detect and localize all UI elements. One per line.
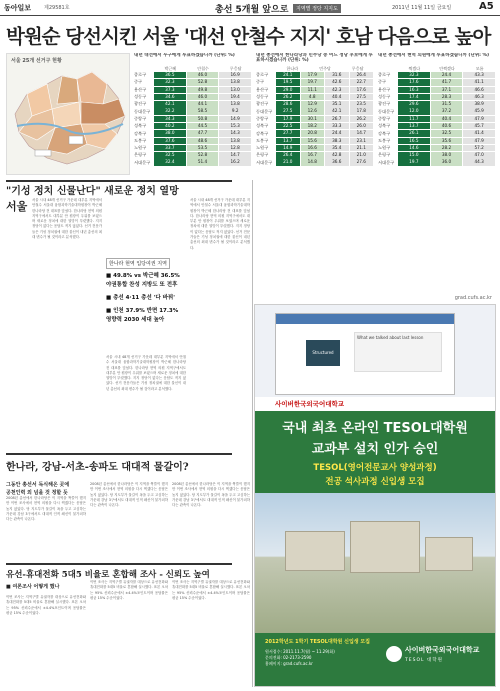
table-row xyxy=(378,138,496,145)
table-cell: 11.7 xyxy=(398,116,430,123)
story1-body-col3: 서울 시내 48개 선거구 가운데 대부분 지역에서 안철수 서울대 융합과학기술대학원장이 박근혜 한나라당 전 대표를 앞섰다. 한나라당 현역 의원 지역구에서도 대부분 안 원장이 우위를 보였으며 새로운 정치에 대한 열망이 뚜렷했다. 지지 정당이 없다는 응답도 적지 않았다. 선거 전문가들은 기성 정치권에 대한 불신이 내년 총선의 최대 변수가 될 것이라고 분석했다. xyxy=(190,198,250,250)
sidebox-line: ■ 49.8% vs 박근혜 36.5% xyxy=(106,273,180,279)
table-cell: 38.0 xyxy=(154,130,186,137)
table-row xyxy=(134,145,252,152)
row-label: 은평구 xyxy=(378,152,391,158)
table-cell: 24.4 xyxy=(431,72,463,79)
table-cell: 14.6 xyxy=(398,145,430,152)
issue-date: 2011년 11월 11일 금요일 xyxy=(392,5,452,11)
table-cell: 52.8 xyxy=(187,79,219,86)
table-row xyxy=(378,79,496,86)
sidebox-line: ■ 인천 37.9% 반면 17.3% xyxy=(106,308,179,314)
table-cell: 21.0 xyxy=(276,159,300,166)
table-cell: 22.5 xyxy=(276,123,300,130)
table-cell: 42.6 xyxy=(325,79,349,86)
row-label: 광진구 xyxy=(378,101,391,107)
section-badge: 지역별 정당 지지도 xyxy=(293,4,341,13)
table-row xyxy=(378,160,496,167)
row-label: 강북구 xyxy=(256,130,269,136)
table-cell: 27.5 xyxy=(350,94,374,101)
poll-tables xyxy=(134,53,496,175)
table-cell: 13.7 xyxy=(398,123,430,130)
table-cell: 42.1 xyxy=(154,101,186,108)
table-title: 내년 총선에서 현역 의원에게 투표하겠습니까 (단위: %) xyxy=(378,53,490,58)
table-cell: 36.6 xyxy=(325,159,349,166)
table-row xyxy=(134,116,252,123)
table-presidential xyxy=(134,53,252,175)
table-cell: 43.3 xyxy=(463,72,495,79)
table-cell: 49.8 xyxy=(187,87,219,94)
row-label: 노원구 xyxy=(256,145,269,151)
story2-subhead: 공천인력 외 넘을 것 정할 듯 xyxy=(6,490,68,496)
table-row xyxy=(256,123,374,130)
paper-name: 동아일보 xyxy=(4,4,32,12)
table-row xyxy=(256,72,374,79)
story1-body-col1: 서울 시내 48개 선거구 가운데 대부분 지역에서 안철수 서울대 융합과학기술대학원장이 박근혜 한나라당 전 대표를 앞섰다. 한나라당 현역 의원 지역구에서도 대부분 안 원장이 우위를 보였으며 새로운 정치에 대한 열망이 뚜렷했다. 지지 정당이 없다는 응답도 적지 않았다. 선거 전문가들은 기성 정치권에 대한 불신이 내년 총선의 최대 변수가 될 것이라고 분석했다. xyxy=(32,198,102,240)
table-cell: 24.4 xyxy=(325,130,349,137)
issue-number: 제29581호 xyxy=(44,5,70,11)
story1-sidebox xyxy=(106,250,186,350)
table-cell: 37.3 xyxy=(154,87,186,94)
row-label: 성동구 xyxy=(378,94,391,100)
table-cell: 19.7 xyxy=(398,159,430,166)
table-cell: 17.9 xyxy=(301,72,325,79)
table-row xyxy=(256,138,374,145)
table-cell: 28.3 xyxy=(431,94,463,101)
table-cell: 21.0 xyxy=(350,152,374,159)
row-label: 은평구 xyxy=(256,152,269,158)
ad-campus-image xyxy=(255,493,495,633)
table-cell: 27.7 xyxy=(276,130,300,137)
ad-logo-sub: TESOL 대학원 xyxy=(405,658,443,663)
table-cell: 16.5 xyxy=(398,138,430,145)
story3-subhead: ■ 여론조사 어떻게 했나 xyxy=(6,584,60,590)
table-row xyxy=(134,87,252,94)
table-title: 내년 대선에서 누구에게 투표하겠습니까 (단위: %) xyxy=(134,53,235,58)
row-label: 노원구 xyxy=(134,145,147,151)
table-cell: 46.0 xyxy=(187,94,219,101)
table-cell: 41.7 xyxy=(431,79,463,86)
table-cell: 33.3 xyxy=(325,123,349,130)
row-label: 종로구 xyxy=(378,72,391,78)
row-label: 성동구 xyxy=(256,94,269,100)
table-row xyxy=(134,123,252,130)
row-label: 광진구 xyxy=(134,101,147,107)
ad-line: 교과부 설치 인가 승인 xyxy=(311,442,439,457)
row-label: 중구 xyxy=(378,79,387,85)
table-row xyxy=(256,79,374,86)
table-cell: 29.0 xyxy=(276,87,300,94)
table-cell: 47.9 xyxy=(463,138,495,145)
table-cell: 26.0 xyxy=(350,123,374,130)
table-row xyxy=(134,79,252,86)
table-row xyxy=(134,72,252,79)
table-cell: 44.3 xyxy=(463,159,495,166)
page-number: A5 xyxy=(479,1,494,12)
table-cell: 44.5 xyxy=(187,123,219,130)
ad-school-name: 사이버한국외국어대학교 xyxy=(275,400,345,408)
row-label: 은평구 xyxy=(134,152,147,158)
table-cell: 13.0 xyxy=(219,87,251,94)
table-row xyxy=(134,130,252,137)
table-body xyxy=(378,72,496,167)
story2-body-col2: 2008년 총선에서 한나라당은 이 지역을 싹쓸이 했지만 이번 조사에서 현역 의원을 다시 찍겠다는 응답은 높지 않았다. 당 지도부가 물갈이 폭을 두고 고심하는 가운데 강남 3구에서도 대대적 인적 쇄신이 불가피하다는 관측이 나온다. xyxy=(90,482,168,508)
ad-footer-info: 원서접수: 2011.11.7(월) ~ 11.29(화) 문의전화: 02-2173-2590 홈페이지: grad.cufs.ac.kr xyxy=(265,649,335,666)
table-cell: 26.2 xyxy=(350,116,374,123)
table-cell: 24.1 xyxy=(276,72,300,79)
story1-title: "기성 정치 신물난다" 새로운 정치 열망 xyxy=(6,186,179,197)
table-row xyxy=(256,94,374,101)
table-cell: 13.8 xyxy=(219,138,251,145)
table-cell: 37.6 xyxy=(154,138,186,145)
table-row xyxy=(378,108,496,115)
table-cell: 42.3 xyxy=(325,87,349,94)
table-cell: 12.8 xyxy=(219,145,251,152)
table-cell: 13.8 xyxy=(219,79,251,86)
table-body xyxy=(256,72,374,167)
row-label: 도봉구 xyxy=(134,137,147,143)
table-cell: 27.6 xyxy=(350,159,374,166)
ad-line: 국내 최초 온라인 TESOL대학원 xyxy=(282,421,468,436)
row-label: 강북구 xyxy=(378,130,391,136)
table-cell: 38.0 xyxy=(431,152,463,159)
row-label: 노원구 xyxy=(378,145,391,151)
table-row xyxy=(256,145,374,152)
sidebox-tag: 한나라 현역 입당여권 지역 xyxy=(106,258,170,269)
table-cell: 30.1 xyxy=(301,116,325,123)
table-cell: 45.7 xyxy=(463,123,495,130)
table-cell: 26.1 xyxy=(398,130,430,137)
table-cell: 18.2 xyxy=(301,123,325,130)
school-seal-icon xyxy=(386,646,402,662)
row-label: 서대문구 xyxy=(256,159,273,165)
table-cell: 36.0 xyxy=(431,159,463,166)
page-header xyxy=(0,0,500,16)
row-label: 종로구 xyxy=(134,72,147,78)
table-cell: 17.6 xyxy=(398,79,430,86)
table-cell: 31.6 xyxy=(325,72,349,79)
table-cell: 45.9 xyxy=(463,108,495,115)
table-row xyxy=(134,138,252,145)
table-cell: 47.9 xyxy=(463,116,495,123)
table-row xyxy=(134,160,252,167)
table-cell: 44.1 xyxy=(187,101,219,108)
row-label: 성북구 xyxy=(378,123,391,129)
table-cell: 32.3 xyxy=(398,72,430,79)
table-cell: 40.6 xyxy=(431,123,463,130)
table-cell: 14.8 xyxy=(301,159,325,166)
table-cell: 13.8 xyxy=(219,101,251,108)
table-cell: 27.5 xyxy=(276,108,300,115)
table-cell: 33.7 xyxy=(154,145,186,152)
table-row xyxy=(134,101,252,108)
story3-title: 유선-휴대전화 5대5 비율로 혼합해 조사 - 신뢰도 높여 xyxy=(6,570,210,580)
table-incumbent xyxy=(378,53,496,175)
table-cell: 13.7 xyxy=(276,138,300,145)
table-cell: 42.8 xyxy=(325,152,349,159)
story3-body-col3: 이번 조사는 지역구별 유권자를 대상으로 유선전화와 휴대전화를 5대5 비율로 혼합해 실시했다. 표본 오차는 95% 신뢰수준에서 ±4.4%포인트이며 응답률은 평균 15% 수준이었다. xyxy=(172,580,250,600)
row-label: 강북구 xyxy=(134,130,147,136)
table-cell: 38.9 xyxy=(463,101,495,108)
table-cell: 51.4 xyxy=(187,159,219,166)
table-cell: 40.4 xyxy=(325,94,349,101)
table-cell: 50.8 xyxy=(187,116,219,123)
row-label: 동대문구 xyxy=(134,108,151,114)
table-cell: 17.4 xyxy=(398,94,430,101)
ad-screenshot xyxy=(275,313,455,395)
row-label: 중랑구 xyxy=(378,115,391,121)
story1-body-col2: 서울 시내 48개 선거구 가운데 대부분 지역에서 안철수 서울대 융합과학기술대학원장이 박근혜 한나라당 전 대표를 앞섰다. 한나라당 현역 의원 지역구에서도 대부분 안 원장이 우위를 보였으며 새로운 정치에 대한 열망이 뚜렷했다. 지지 정당이 없다는 응답도 적지 않았다. 선거 전문가들은 기성 정치권에 대한 불신이 내년 총선의 최대 변수가 될 것이라고 분석했다. xyxy=(106,355,186,391)
story2-subhead: 그동안 총선서 독식해온 곳에 xyxy=(6,482,70,488)
table-cell: 17.6 xyxy=(350,87,374,94)
table-cell: 14.9 xyxy=(219,116,251,123)
table-cell: 47.0 xyxy=(463,152,495,159)
table-cell: 35.1 xyxy=(325,101,349,108)
district-map xyxy=(6,53,130,175)
table-cell: 16.9 xyxy=(219,72,251,79)
row-label: 중구 xyxy=(134,79,143,85)
table-body xyxy=(134,72,252,167)
table-row xyxy=(378,87,496,94)
row-label: 성동구 xyxy=(134,94,147,100)
ad-footer-title: 2012학년도 1학기 TESOL대학원 신입생 모집 xyxy=(265,639,371,645)
story2-title: 한나라, 강남-서초-송파도 대대적 물갈이? xyxy=(6,462,189,473)
table-cell: 20.8 xyxy=(301,130,325,137)
table-cell: 26.4 xyxy=(276,152,300,159)
table-cell: 9.2 xyxy=(219,108,251,115)
table-cell: 17.9 xyxy=(276,116,300,123)
table-row xyxy=(256,160,374,167)
table-cell: 19.4 xyxy=(219,94,251,101)
ad-url[interactable]: grad.cufs.ac.kr xyxy=(454,295,492,301)
table-cell: 35.6 xyxy=(431,138,463,145)
story3-body-col2: 이번 조사는 지역구별 유권자를 대상으로 유선전화와 휴대전화를 5대5 비율로 혼합해 실시했다. 표본 오차는 95% 신뢰수준에서 ±4.4%포인트이며 응답률은 평균 15% 수준이었다. xyxy=(90,580,168,600)
table-cell: 42.1 xyxy=(325,108,349,115)
story3-body-col1: 이번 조사는 지역구별 유권자를 대상으로 유선전화와 휴대전화를 5대5 비율로 혼합해 실시했다. 표본 오차는 95% 신뢰수준에서 ±4.4%포인트이며 응답률은 평균 15% 수준이었다. xyxy=(6,595,86,615)
row-label: 도봉구 xyxy=(378,137,391,143)
table-row xyxy=(134,108,252,115)
table-row xyxy=(378,94,496,101)
row-label: 중랑구 xyxy=(256,115,269,121)
table-cell: 4.8 xyxy=(301,94,325,101)
table-row xyxy=(256,87,374,94)
ad-screen-area xyxy=(255,305,495,397)
table-cell: 26.2 xyxy=(276,94,300,101)
row-label: 중랑구 xyxy=(134,115,147,121)
table-cell: 48.6 xyxy=(187,138,219,145)
table-cell: 11.1 xyxy=(301,87,325,94)
ad-banner xyxy=(255,411,495,493)
table-row xyxy=(134,152,252,159)
story2-body-col1: 2008년 총선에서 한나라당은 이 지역을 싹쓸이 했지만 이번 조사에서 현역 의원을 다시 찍겠다는 응답은 높지 않았다. 당 지도부가 물갈이 폭을 두고 고심하는 가운데 강남 3구에서도 대대적 인적 쇄신이 불가피하다는 관측이 나온다. xyxy=(6,496,86,522)
table-cell: 12.6 xyxy=(301,108,325,115)
table-cell: 47.7 xyxy=(187,130,219,137)
row-label: 동대문구 xyxy=(378,108,395,114)
table-cell: 19.7 xyxy=(301,79,325,86)
table-cell: 40.2 xyxy=(154,123,186,130)
row-label: 용산구 xyxy=(256,86,269,92)
table-row xyxy=(378,116,496,123)
table-cell: 23.1 xyxy=(350,138,374,145)
table-cell: 32.4 xyxy=(154,159,186,166)
table-header: 한나라 민주당 무응답 xyxy=(286,65,364,71)
table-row xyxy=(378,123,496,130)
table-cell: 14.9 xyxy=(276,145,300,152)
seoul-map-graphic xyxy=(7,54,130,175)
table-cell: 15.0 xyxy=(398,152,430,159)
table-row xyxy=(256,101,374,108)
table-cell: 52.8 xyxy=(187,152,219,159)
table-cell: 46.6 xyxy=(463,87,495,94)
table-cell: 14.7 xyxy=(219,152,251,159)
row-label: 광진구 xyxy=(256,101,269,107)
table-cell: 16.7 xyxy=(301,152,325,159)
row-label: 서대문구 xyxy=(134,159,151,165)
advertisement[interactable] xyxy=(254,295,496,687)
ad-video-thumb: Structured Speaking xyxy=(306,340,340,366)
table-cell: 26.4 xyxy=(350,72,374,79)
table-row xyxy=(256,130,374,137)
table-cell: 40.4 xyxy=(431,116,463,123)
sidebox-line: 야권통합 찬성 지방도 또 전후 xyxy=(106,282,178,288)
table-cell: 19.5 xyxy=(276,79,300,86)
row-label: 중구 xyxy=(256,79,265,85)
table-cell: 41.1 xyxy=(463,79,495,86)
table-cell: 37.2 xyxy=(431,108,463,115)
table-cell: 14.7 xyxy=(350,130,374,137)
row-label: 서대문구 xyxy=(378,159,395,165)
row-label: 종로구 xyxy=(256,72,269,78)
table-row xyxy=(256,152,374,159)
table-row xyxy=(134,94,252,101)
table-cell: 26.7 xyxy=(325,116,349,123)
table-cell: 38.3 xyxy=(325,138,349,145)
ad-footer xyxy=(255,633,495,686)
table-cell: 23.5 xyxy=(350,101,374,108)
table-cell: 29.6 xyxy=(398,101,430,108)
ad-question-box: What we talked about last lesson xyxy=(354,332,442,372)
table-cell: 17.8 xyxy=(350,108,374,115)
table-header: 박근혜 안철수 무응답 xyxy=(164,65,242,71)
row-label: 용산구 xyxy=(378,86,391,92)
table-cell: 53.5 xyxy=(187,145,219,152)
table-row xyxy=(378,152,496,159)
row-label: 도봉구 xyxy=(256,137,269,143)
table-cell: 22.7 xyxy=(350,79,374,86)
row-label: 성북구 xyxy=(134,123,147,129)
table-cell: 37.1 xyxy=(431,87,463,94)
table-cell: 16.6 xyxy=(301,145,325,152)
table-cell: 34.3 xyxy=(154,116,186,123)
table-cell: 36.5 xyxy=(154,72,186,79)
ad-line: TESOL(영어전문교사 양성과정) xyxy=(313,463,437,473)
table-cell: 28.6 xyxy=(276,101,300,108)
table-row xyxy=(256,108,374,115)
table-cell: 31.5 xyxy=(431,101,463,108)
table-row xyxy=(378,101,496,108)
table-row xyxy=(378,145,496,152)
section-title: 총선 5개월 앞으로 xyxy=(215,5,289,15)
table-cell: 41.4 xyxy=(463,130,495,137)
table-cell: 46.3 xyxy=(463,94,495,101)
table-cell: 35.4 xyxy=(325,145,349,152)
map-title: 서울 25개 선거구 현황 xyxy=(11,58,62,64)
story2-body-col3: 2008년 총선에서 한나라당은 이 지역을 싹쓸이 했지만 이번 조사에서 현역 의원을 다시 찍겠다는 응답은 높지 않았다. 당 지도부가 물갈이 폭을 두고 고심하는 가운데 강남 3구에서도 대대적 인적 쇄신이 불가피하다는 관측이 나온다. xyxy=(172,482,250,508)
sidebox-line: ■ 총선 4·11 총선 '다 바꿔' xyxy=(106,295,175,301)
table-cell: 58.5 xyxy=(187,108,219,115)
table-party xyxy=(256,53,374,175)
table-cell: 57.2 xyxy=(463,145,495,152)
table-cell: 16.2 xyxy=(219,159,251,166)
table-cell: 32.3 xyxy=(154,79,186,86)
table-cell: 34.6 xyxy=(154,94,186,101)
table-cell: 28.2 xyxy=(431,145,463,152)
ad-line: 전공 석사과정 신입생 모집 xyxy=(325,477,425,487)
sidebox-line: 영향력 2030 세대 높아 xyxy=(106,317,165,323)
table-cell: 46.0 xyxy=(187,72,219,79)
table-cell: 32.2 xyxy=(154,108,186,115)
row-label: 용산구 xyxy=(134,86,147,92)
table-row xyxy=(256,116,374,123)
table-cell: 16.3 xyxy=(398,87,430,94)
table-cell: 12.9 xyxy=(301,101,325,108)
story1-heading xyxy=(6,180,232,198)
ad-logo: 사이버한국외국어대학교 xyxy=(405,646,480,654)
row-label: 동대문구 xyxy=(256,108,273,114)
table-cell: 21.1 xyxy=(350,145,374,152)
table-cell: 32.5 xyxy=(154,152,186,159)
table-header: 찍겠다 안찍겠다 모름 xyxy=(408,65,484,71)
table-row xyxy=(378,72,496,79)
table-cell: 15.6 xyxy=(301,138,325,145)
story1-dropcap: 서울 xyxy=(6,200,28,213)
main-headline: 박원순 당선시킨 서울 '대선 안철수 지지' 호남 다음으로 높아 xyxy=(6,25,491,48)
table-title: 내년 총선에서 한나라당과 민주당 중 어느 정당 후보에게 투표하시겠습니까 (단위: %) xyxy=(256,53,373,63)
table-cell: 12.0 xyxy=(398,108,430,115)
table-cell: 15.3 xyxy=(219,123,251,130)
table-row xyxy=(378,130,496,137)
row-label: 성북구 xyxy=(256,123,269,129)
table-cell: 32.5 xyxy=(431,130,463,137)
table-cell: 14.3 xyxy=(219,130,251,137)
